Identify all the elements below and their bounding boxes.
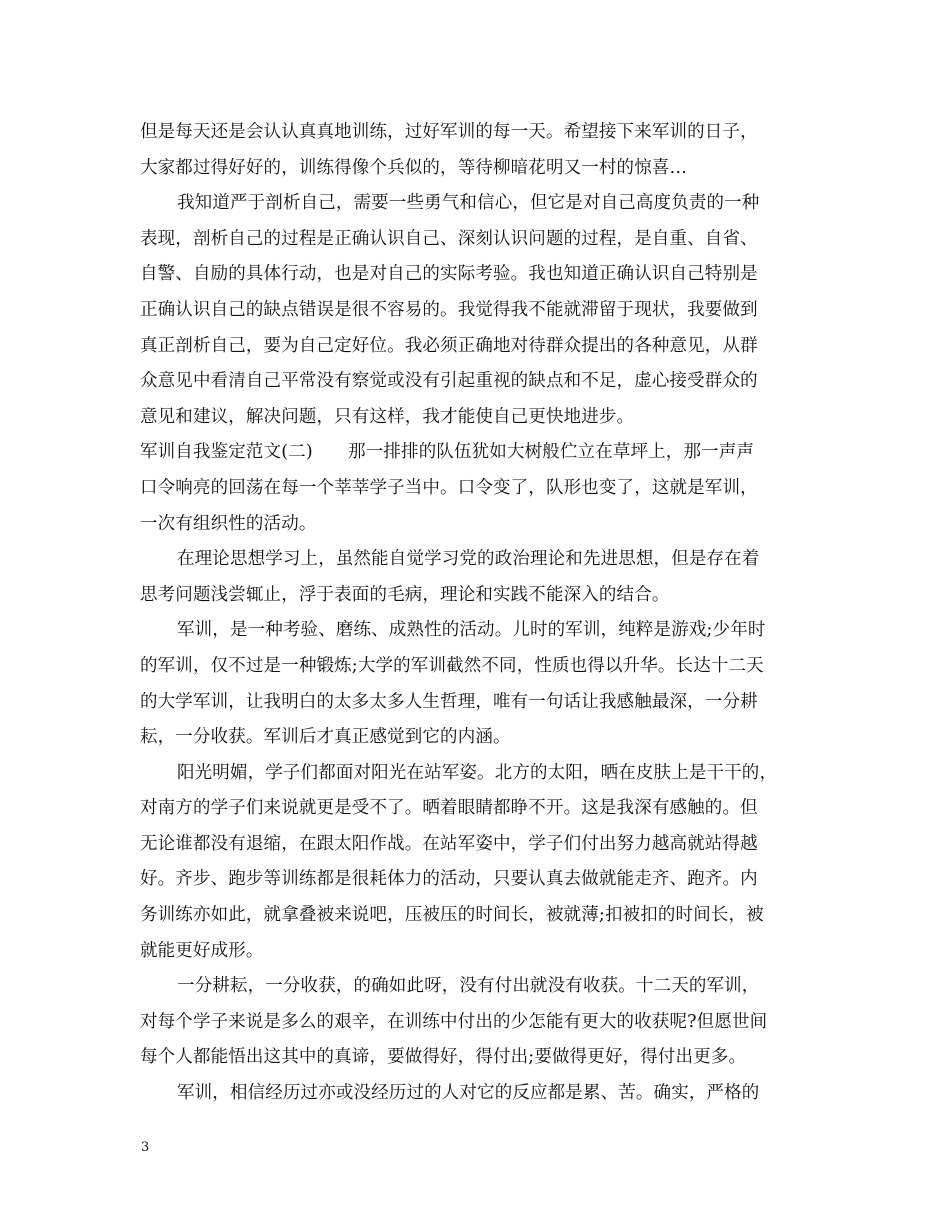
text-line: 思考问题浅尝辄止，浮于表面的毛病，理论和实践不能深入的结合。 xyxy=(140,584,670,605)
text-line: 每个人都能悟出这其中的真谛，要做得好，得付出;要做得更好，得付出更多。 xyxy=(140,1047,747,1068)
text-line: 军训自我鉴定范文(二) 那一排排的队伍犹如大树般伫立在草坪上，那一声声 xyxy=(140,442,755,463)
text-line: 军训，是一种考验、磨练、成熟性的活动。儿时的军训，纯粹是游戏;少年时 xyxy=(177,620,766,641)
text-line: 意见和建议，解决问题，只有这样，我才能使自己更快地进步。 xyxy=(140,406,635,427)
text-line: 一次有组织性的活动。 xyxy=(140,513,317,534)
text-line: 的大学军训，让我明白的太多太多人生哲理，唯有一句话让我感触最深，一分耕 xyxy=(140,691,758,712)
text-line: 对南方的学子们来说就更是受不了。晒着眼睛都睁不开。这是我深有感触的。但 xyxy=(140,798,758,819)
text-line: 正确认识自己的缺点错误是很不容易的。我觉得我不能就滞留于现状，我要做到 xyxy=(140,299,758,320)
text-line: 大家都过得好好的，训练得像个兵似的，等待柳暗花明又一村的惊喜… xyxy=(140,157,688,178)
text-line: 表现，剖析自己的过程是正确认识自己、深刻认识问题的过程，是自重、自省、 xyxy=(140,228,758,249)
text-line: 一分耕耘，一分收获，的确如此呀，没有付出就没有收获。十二天的军训， xyxy=(177,976,760,997)
text-line: 好。齐步、跑步等训练都是很耗体力的活动，只要认真去做就能走齐、跑齐。内 xyxy=(140,869,758,890)
text-line: 军训，相信经历过亦或没经历过的人对它的反应都是累、苦。确实，严格的 xyxy=(177,1083,760,1104)
text-line: 真正剖析自己，要为自己定好位。我必须正确地对待群众提出的各种意见，从群 xyxy=(140,335,758,356)
text-line: 自警、自励的具体行动，也是对自己的实际考验。我也知道正确认识自己特别是 xyxy=(140,264,758,285)
text-line: 的军训，仅不过是一种锻炼;大学的军训截然不同，性质也得以升华。长达十二天 xyxy=(140,655,764,676)
text-line: 口令响亮的回荡在每一个莘莘学子当中。口令变了，队形也变了，这就是军训， xyxy=(140,477,758,498)
text-line: 耘，一分收获。军训后才真正感觉到它的内涵。 xyxy=(140,727,511,748)
text-line: 在理论思想学习上，虽然能自觉学习党的政治理论和先进思想，但是存在着 xyxy=(177,549,760,570)
text-line: 无论谁都没有退缩，在跟太阳作战。在站军姿中，学子们付出努力越高就站得越 xyxy=(140,833,758,854)
text-line: 对每个学子来说是多么的艰辛，在训练中付出的少怎能有更大的收获呢?但愿世间 xyxy=(140,1011,768,1032)
page-number: 3 xyxy=(141,1140,150,1155)
text-line: 阳光明媚，学子们都面对阳光在站军姿。北方的太阳，晒在皮肤上是干干的， xyxy=(177,762,778,783)
text-line: 众意见中看清自己平常没有察觉或没有引起重视的缺点和不足，虚心接受群众的 xyxy=(140,371,758,392)
text-line: 但是每天还是会认认真真地训练，过好军训的每一天。希望接下来军训的日子， xyxy=(140,122,758,142)
text-line: 务训练亦如此，就拿叠被来说吧，压被压的时间长，被就薄;扣被扣的时间长，被 xyxy=(140,905,764,926)
text-line: 我知道严于剖析自己，需要一些勇气和信心，但它是对自己高度负责的一种 xyxy=(177,193,760,214)
body-text xyxy=(140,115,820,1112)
text-line: 就能更好成形。 xyxy=(140,940,264,961)
